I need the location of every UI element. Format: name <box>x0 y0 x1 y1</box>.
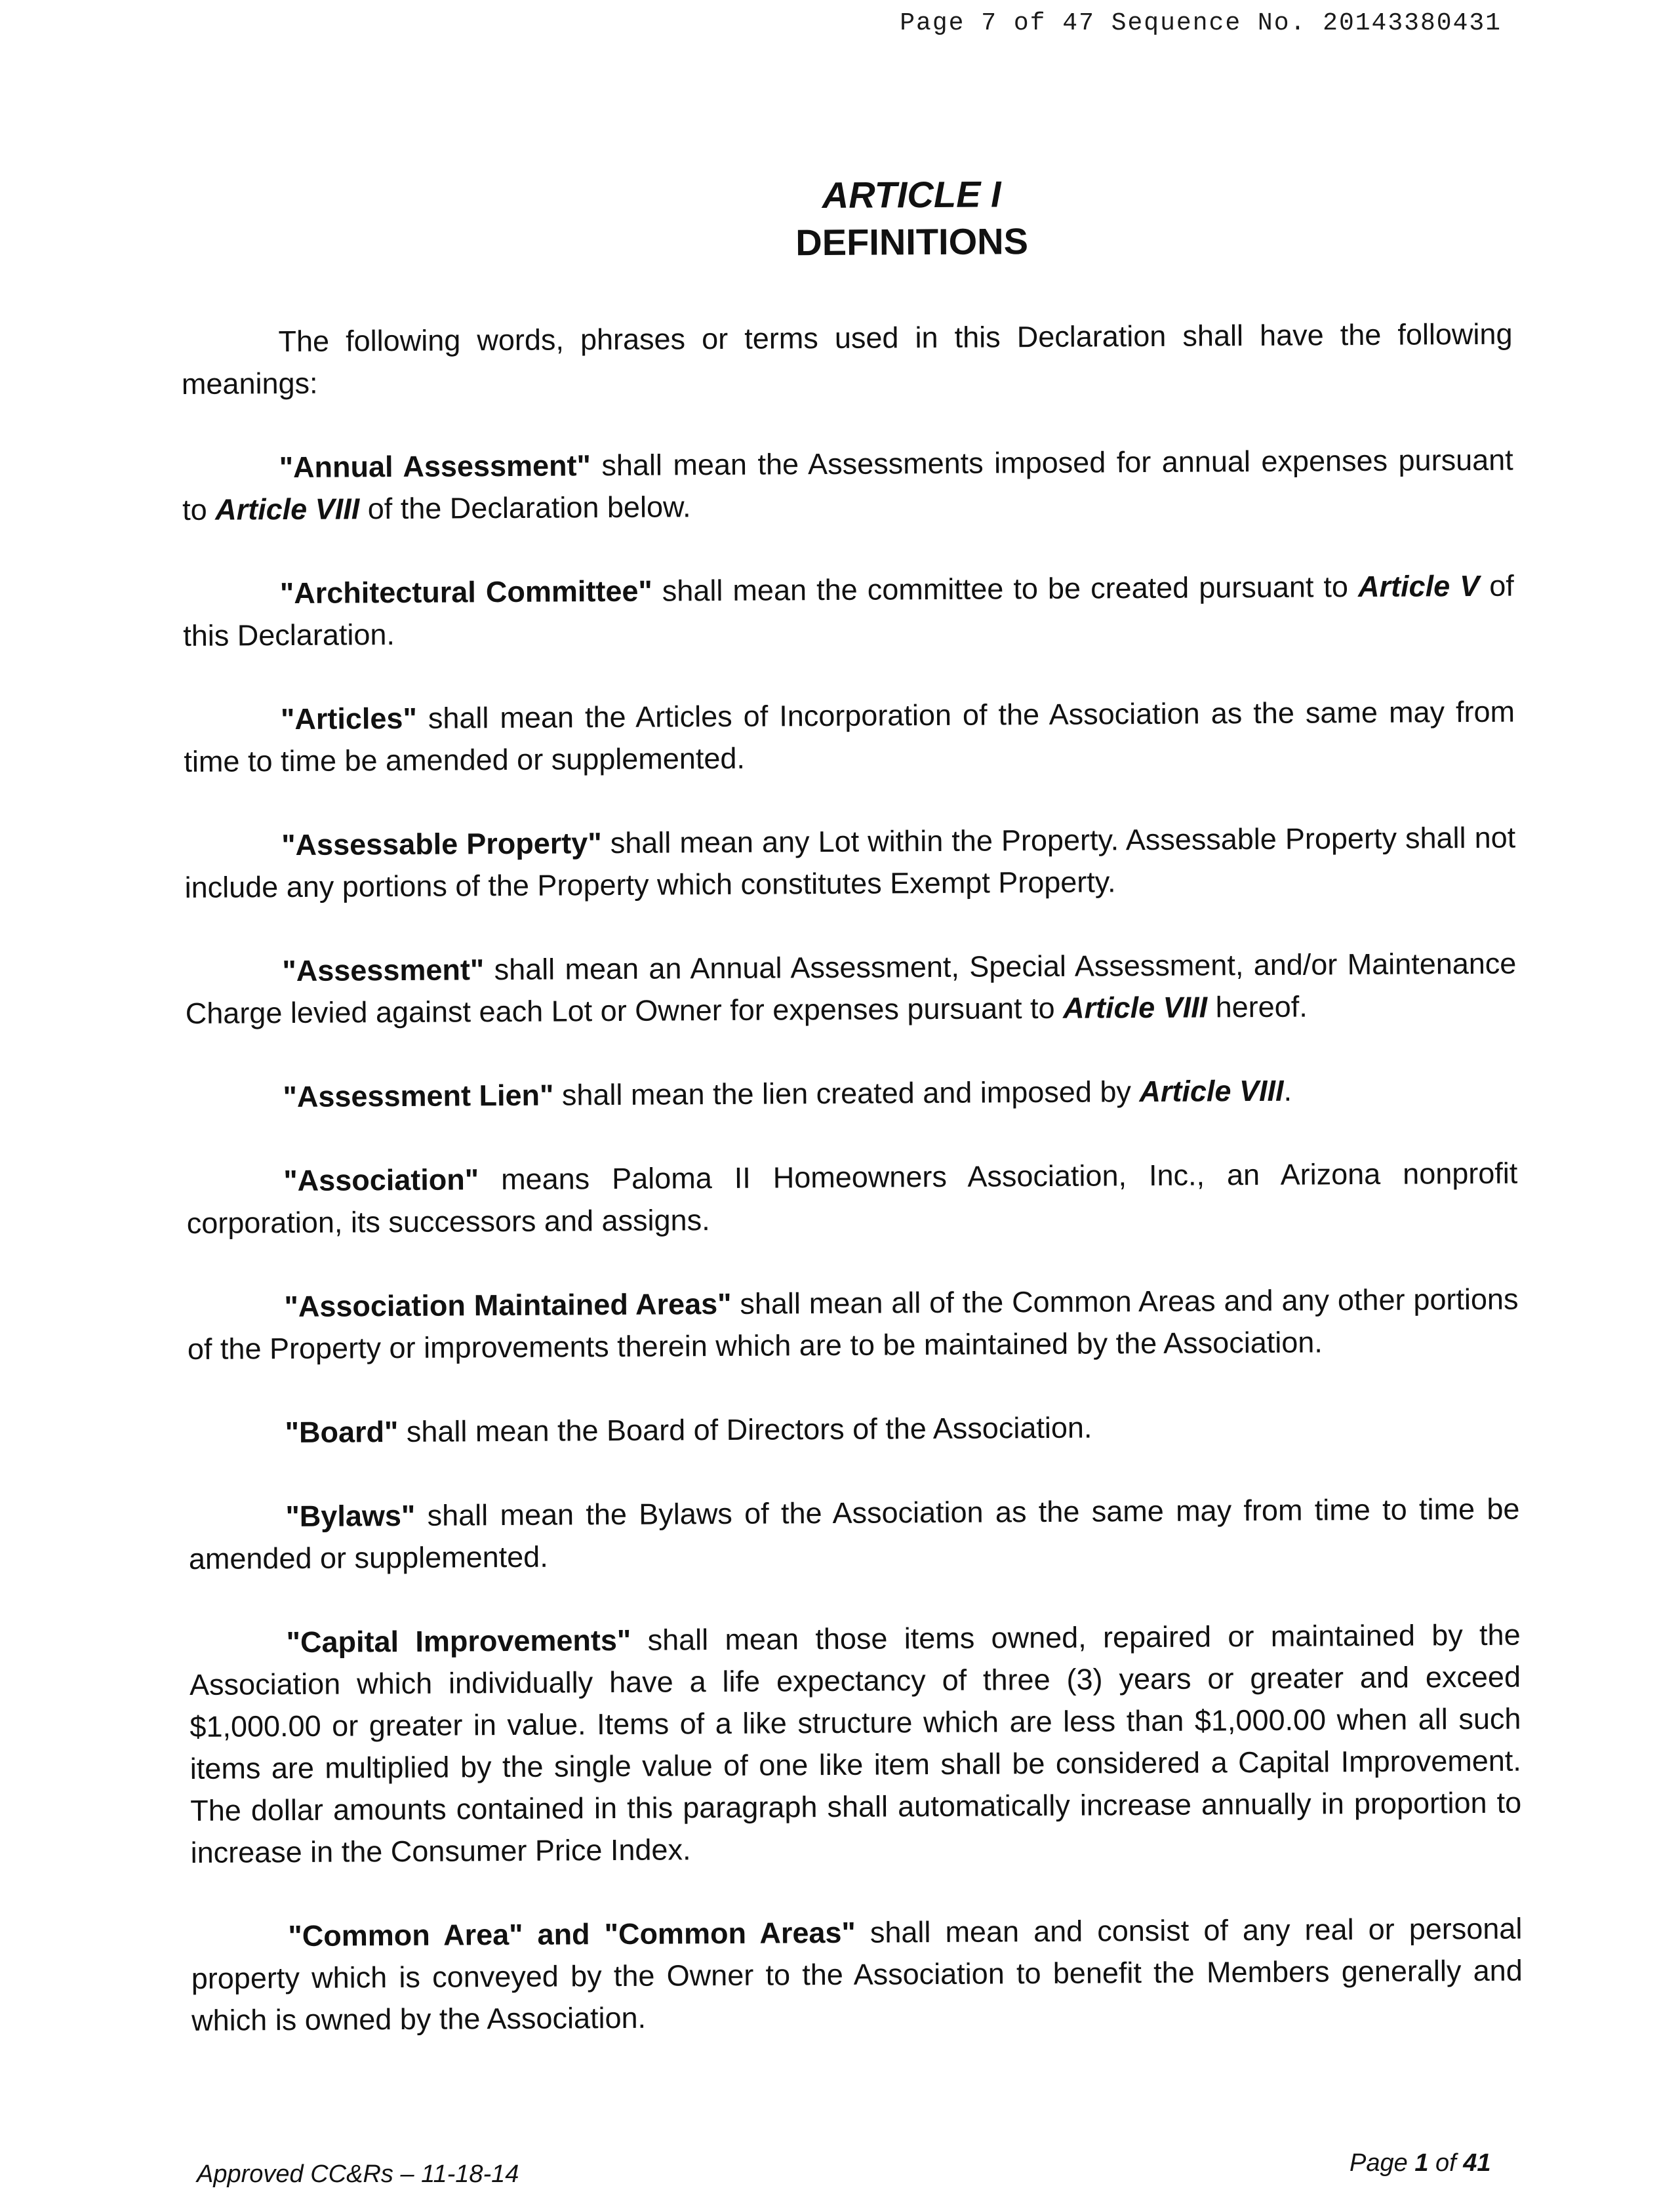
definition-term: "Common Area" and "Common Areas" <box>288 1915 856 1953</box>
definition-assessment-lien <box>186 1069 1517 1119</box>
definition-text: shall mean the lien created and imposed by <box>553 1075 1140 1112</box>
sequence-header: Page 7 of 47 Sequence No. 20143380431 <box>900 9 1502 37</box>
article-reference: Article VIII <box>215 492 360 526</box>
article-reference: Article VIII <box>1062 990 1208 1025</box>
definition-articles <box>184 691 1515 783</box>
definition-text: shall mean an Annual Assessment, Special Assessment, and/or Maintenance Charge levied against each Lot or Owner for expenses pursuant to <box>185 946 1517 1030</box>
page-current: 1 <box>1414 2149 1429 2177</box>
definition-annual-assessment <box>182 439 1514 531</box>
definition-text-tail: of the Declaration below. <box>359 490 691 526</box>
definition-text: shall mean all of the Common Areas and any other portions of the Property or improvements therein which are to be maintained by the Association. <box>187 1282 1519 1366</box>
page-prefix: Page <box>1350 2149 1415 2177</box>
definition-term: "Association" <box>283 1162 479 1198</box>
definition-bylaws <box>188 1488 1520 1580</box>
page-total: 41 <box>1463 2149 1491 2177</box>
definition-board <box>188 1404 1519 1454</box>
definition-text: shall mean the Articles of Incorporation of the Association as the same may from time to time be amended or supplemented. <box>184 694 1515 778</box>
definition-association-maintained-areas <box>187 1279 1519 1370</box>
definition-text: shall mean the Board of Directors of the Association. <box>398 1410 1092 1449</box>
definition-term: "Capital Improvements" <box>286 1623 631 1659</box>
definition-term: "Bylaws" <box>285 1498 416 1534</box>
definition-common-area <box>191 1908 1523 2042</box>
definition-assessment <box>185 943 1517 1035</box>
definition-text: shall mean and consist of any real or personal property which is conveyed by the Owner to the Association to benefit the Members generally and which is owned by the Association. <box>191 1911 1523 2037</box>
footer-page-number <box>1350 2149 1491 2177</box>
definition-term: "Architectural Committee" <box>279 574 652 610</box>
definition-term: "Assessment Lien" <box>283 1078 554 1114</box>
article-title: ARTICLE I <box>822 173 1001 216</box>
intro-paragraph: The following words, phrases or terms used in this Declaration shall have the following meanings: <box>181 317 1513 401</box>
footer-document-label: Approved CC&Rs – 11-18-14 <box>197 2160 519 2188</box>
definition-text-tail: of this Declaration. <box>183 568 1514 652</box>
article-subtitle: DEFINITIONS <box>795 220 1029 264</box>
definition-architectural-committee <box>183 565 1515 657</box>
definition-text: means Paloma II Homeowners Association, Inc., an Arizona nonprofit corporation, its successors and assigns. <box>186 1156 1518 1240</box>
definition-term: "Association Maintained Areas" <box>284 1286 732 1324</box>
definition-text: shall mean the Assessments imposed for annual expenses pursuant to <box>182 443 1513 526</box>
definition-text: shall mean any Lot within the Property. Assessable Property shall not include any portions of the Property which constitutes Exempt Property. <box>184 820 1516 904</box>
definition-term: "Assessable Property" <box>281 826 602 862</box>
article-reference: Article V <box>1357 568 1480 604</box>
definition-term: "Annual Assessment" <box>279 448 591 485</box>
definition-text-tail: . <box>1283 1073 1292 1107</box>
page-mid: of <box>1428 2149 1464 2177</box>
definition-text: shall mean those items owned, repaired or maintained by the Association which individually have a life expectancy of three (3) years or greater and exceed $1,000.00 or greater in value. Items of a like structure which are less than $1,000.00 when all such items are multiplied by the single value of one like item shall be considered a Capital Improvement. The dollar amounts contained in this paragraph shall automatically increase annually in proportion to increase in the Consumer Price Index. <box>189 1618 1522 1869</box>
definition-text: shall mean the Bylaws of the Association as the same may from time to time be amended or supplemented. <box>188 1492 1520 1576</box>
document-body <box>180 168 1523 2042</box>
definition-capital-improvements <box>189 1614 1521 1874</box>
article-heading <box>180 168 1512 270</box>
definition-assessable-property <box>184 817 1516 909</box>
definition-text-tail: hereof. <box>1207 989 1308 1024</box>
definition-text: shall mean the committee to be created pursuant to <box>652 570 1359 608</box>
definition-term: "Assessment" <box>282 953 485 988</box>
article-reference: Article VIII <box>1139 1073 1284 1109</box>
definition-association <box>186 1153 1518 1244</box>
definition-term: "Board" <box>285 1415 399 1450</box>
definition-term: "Articles" <box>280 701 417 736</box>
